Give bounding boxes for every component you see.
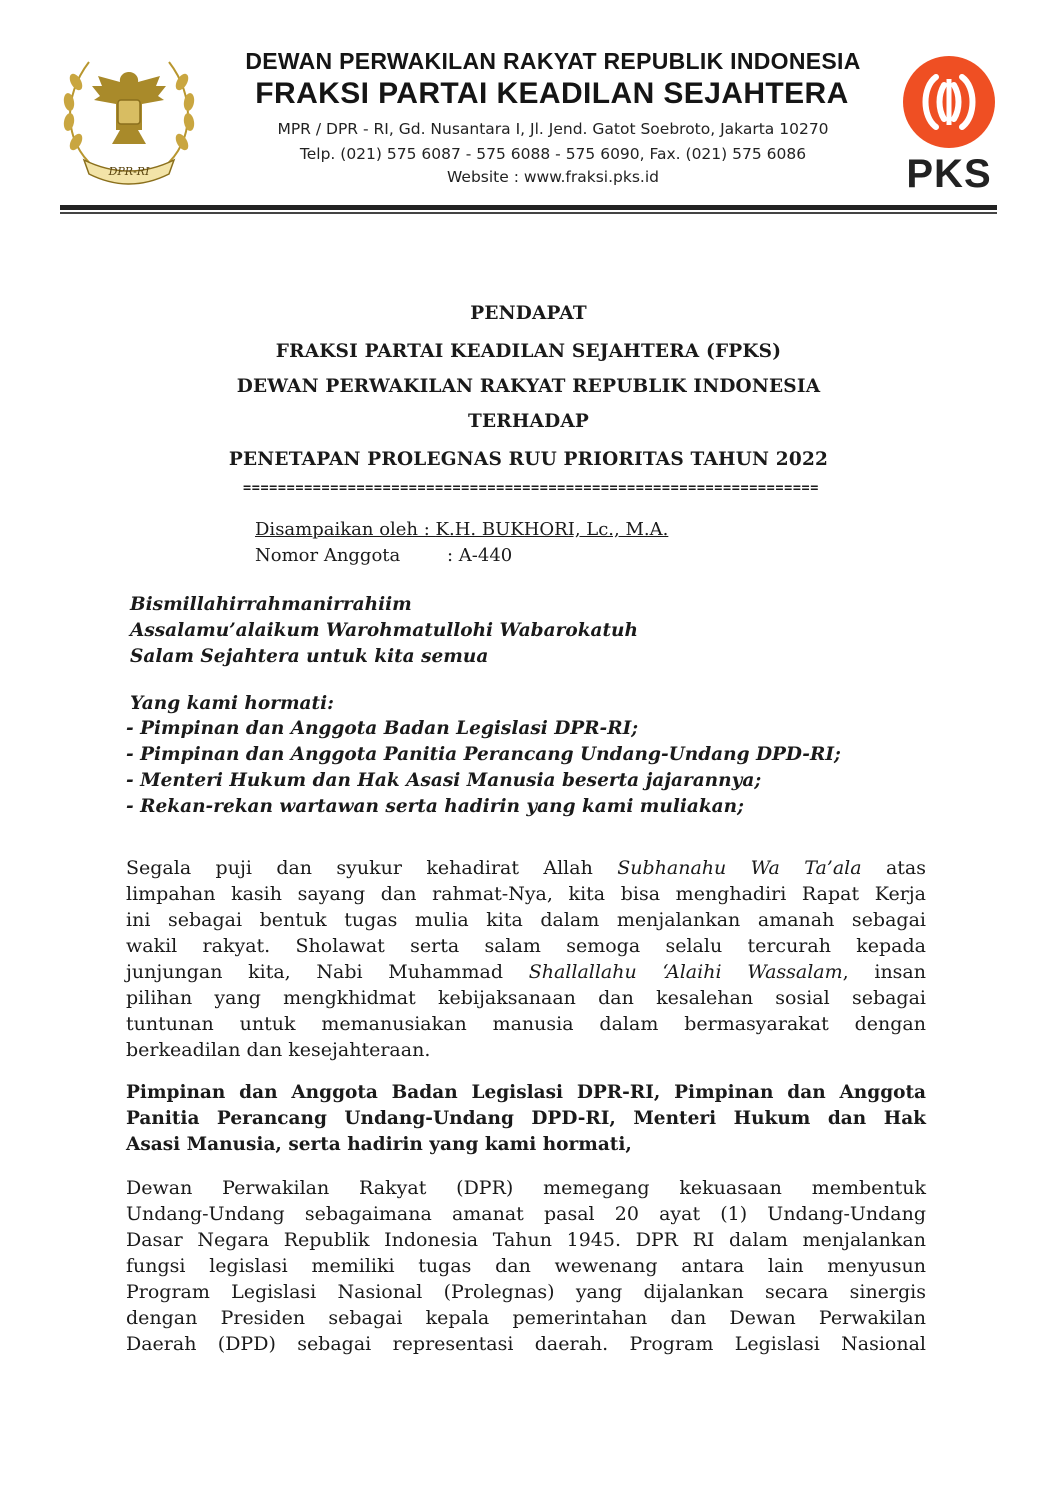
speaker-line [255,519,668,540]
address-text: MPR / DPR - RI, Gd. Nusantara I, Jl. Jend. Gatot Soebroto, Jakarta 10270 [277,120,829,138]
speaker-name: K.H. BUKHORI, Lc., M.A. [435,519,669,540]
greeting-bismillah: Bismillahirrahmanirrahiim [130,594,412,615]
paragraph-line: wakil rakyat. Sholawat serta salam semoga selalu tercurah kepada [126,935,926,957]
paragraph-line: Segala puji dan syukur kehadirat Allah Subhanahu Wa Ta’ala atas [126,857,926,879]
honored-item: - Menteri Hukum dan Hak Asasi Manusia beserta jajarannya; [126,770,762,791]
paragraph-line: ini sebagai bentuk tugas mulia kita dalam menjalankan amanah sebagai [126,909,926,931]
paragraph-address [126,1080,926,1158]
member-number-label: Nomor Anggota [255,545,401,566]
title-terhadap: TERHADAP [468,411,589,432]
paragraph-line: dengan Presiden sebagai kepala pemerintahan dan Dewan Perwakilan [126,1307,926,1329]
letterhead-divider-thick [60,205,997,210]
faction-name: FRAKSI PARTAI KEADILAN SEJAHTERA [255,77,849,110]
title-fraksi: FRAKSI PARTAI KEADILAN SEJAHTERA (FPKS) [275,341,782,362]
pks-wordmark: PKS [906,152,992,196]
honored-heading: Yang kami hormati: [130,693,334,714]
honored-item: - Pimpinan dan Anggota Panitia Perancang Undang-Undang DPD-RI; [126,744,841,765]
paragraph-line: junjungan kita, Nabi Muhammad Shallallahu ‘Alaihi Wassalam, insan [126,961,926,983]
phone-fax-text: Telp. (021) 575 6087 - 575 6088 - 575 6090, Fax. (021) 575 6086 [299,145,807,163]
website-text: Website : www.fraksi.pks.id [447,168,659,186]
paragraph-line: berkeadilan dan kesejahteraan. [126,1039,431,1061]
paragraph-line: Panitia Perancang Undang-Undang DPD-RI, Menteri Hukum dan Hak [126,1108,926,1129]
letterhead-divider-thin [60,212,997,214]
paragraph-line: pilihan yang mengkhidmat kebijaksanaan dan kesalehan sosial sebagai [126,987,926,1009]
svg-text:DPR-RI: DPR-RI [108,165,150,178]
paragraph-line: Pimpinan dan Anggota Badan Legislasi DPR-RI, Pimpinan dan Anggota [126,1082,926,1103]
speaker-label: Disampaikan oleh : [255,519,436,540]
member-number-value: : A-440 [447,545,513,566]
title-pendapat: PENDAPAT [470,303,587,324]
paragraph-line: tuntunan untuk memanusiakan manusia dalam bermasyarakat dengan [126,1013,926,1035]
title-separator: ================================================================== [242,480,820,496]
institution-name: DEWAN PERWAKILAN RAKYAT REPUBLIK INDONESIA [245,48,861,74]
paragraph-line: Undang-Undang sebagaimana amanat pasal 20 ayat (1) Undang-Undang [126,1203,926,1225]
title-dpr: DEWAN PERWAKILAN RAKYAT REPUBLIK INDONESIA [236,376,821,397]
honored-item: - Rekan-rekan wartawan serta hadirin yang kami muliakan; [126,796,744,817]
greeting-sejahtera: Salam Sejahtera untuk kita semua [130,646,489,667]
paragraph-line: Dewan Perwakilan Rakyat (DPR) memegang kekuasaan membentuk [126,1177,926,1199]
paragraph-line: Daerah (DPD) sebagai representasi daerah. Program Legislasi Nasional [126,1333,926,1355]
italic-phrase: Subhanahu Wa Ta’ala [617,857,862,879]
paragraph-opening [126,855,926,1063]
paragraph-line: Program Legislasi Nasional (Prolegnas) yang dijalankan secara sinergis [126,1281,926,1303]
honored-item: - Pimpinan dan Anggota Badan Legislasi DPR-RI; [126,718,639,739]
paragraph-line: Asasi Manusia, serta hadirin yang kami hormati, [126,1134,632,1155]
italic-phrase: Shallallahu ‘Alaihi Wassalam [528,961,843,983]
paragraph-dpr-legislation [126,1175,926,1357]
title-subject: PENETAPAN PROLEGNAS RUU PRIORITAS TAHUN 2022 [228,449,829,470]
paragraph-line: fungsi legislasi memiliki tugas dan wewenang antara lain menyusun [126,1255,926,1277]
paragraph-line: limpahan kasih sayang dan rahmat-Nya, kita bisa menghadiri Rapat Kerja [126,883,926,905]
paragraph-line: Dasar Negara Republik Indonesia Tahun 1945. DPR RI dalam menjalankan [126,1229,926,1251]
dpr-emblem-logo [54,42,204,192]
greeting-salam: Assalamu’alaikum Warohmatullohi Wabarokatuh [130,620,638,641]
